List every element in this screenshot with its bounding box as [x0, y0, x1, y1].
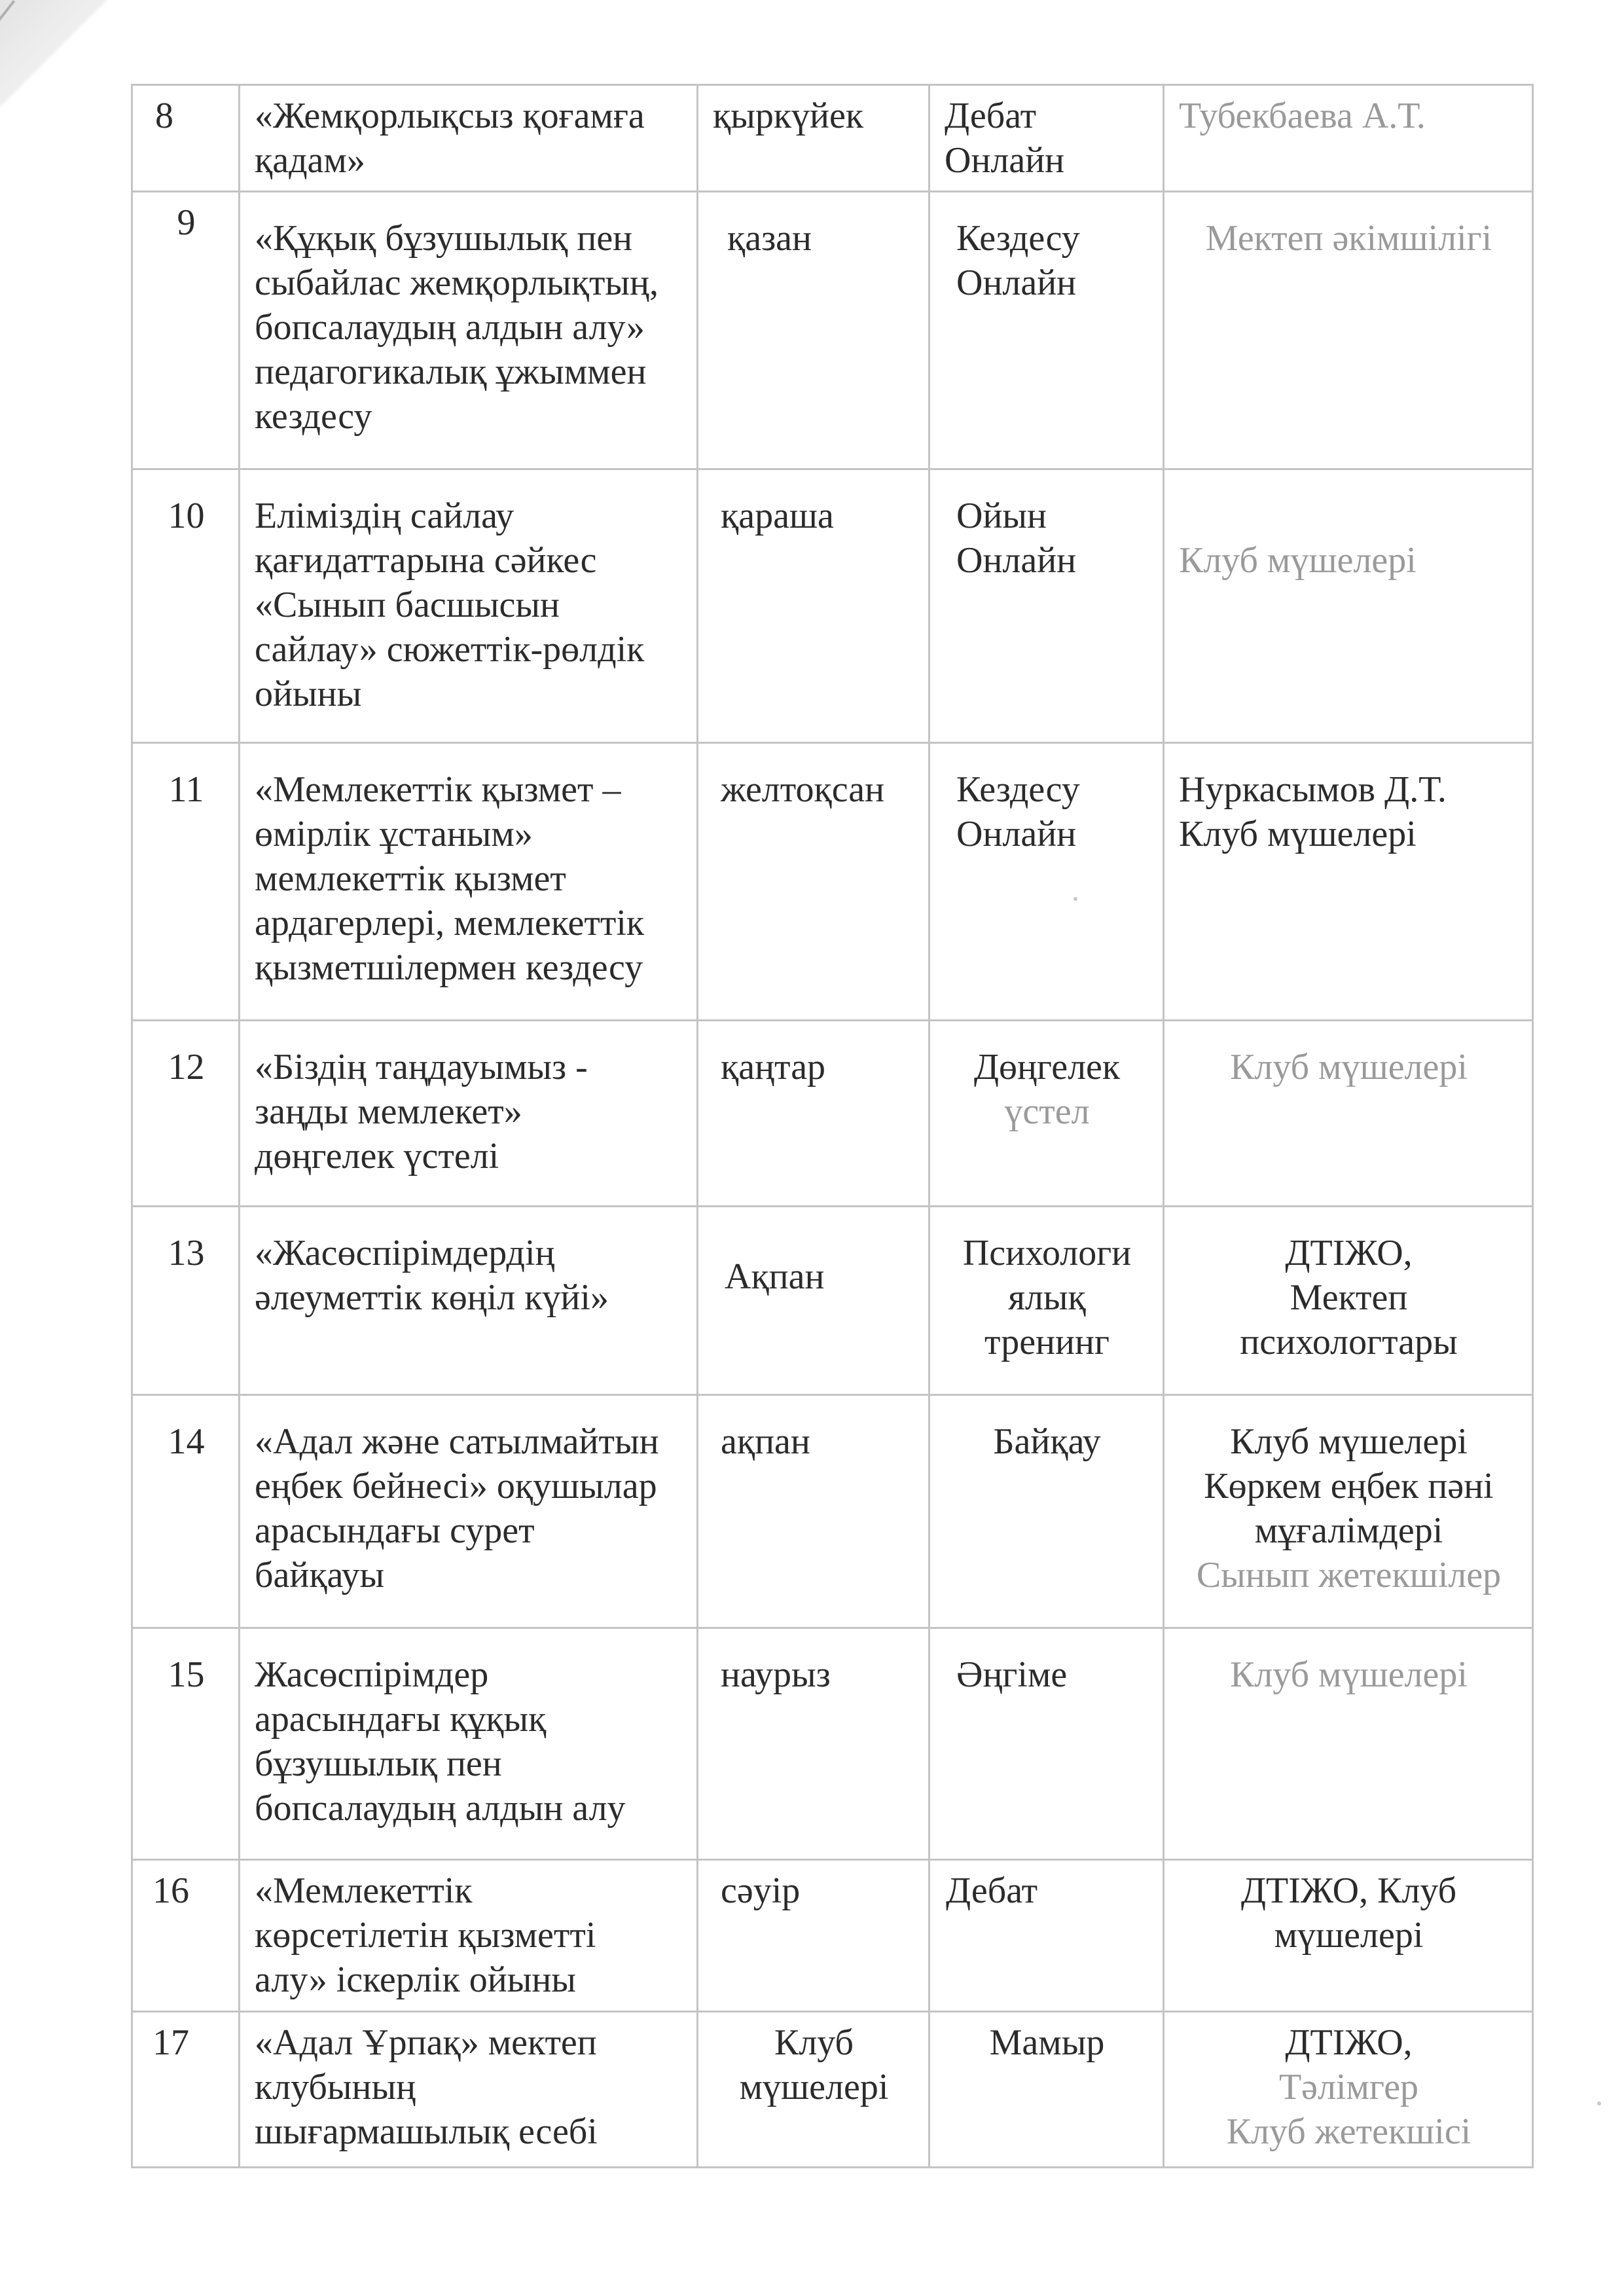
scan-speck: [1074, 897, 1077, 901]
row-number: 14: [168, 1421, 205, 1462]
event-form-line: Байқау: [993, 1421, 1101, 1462]
event-line: еңбек бейнесі» оқушылар: [255, 1466, 657, 1506]
event-line: ойыны: [255, 674, 362, 714]
responsible-line: Клуб мүшелері: [1179, 540, 1416, 581]
event-form-line: тренинг: [984, 1322, 1110, 1362]
event-line: «Мемлекеттік қызмет –: [255, 769, 621, 810]
responsible-line: ДТІЖО,: [1285, 1233, 1413, 1273]
row-number: 11: [168, 769, 204, 810]
date-cell: [698, 1395, 929, 1628]
event-name-cell: [240, 469, 698, 743]
event-date-line: мүшелері: [739, 2067, 889, 2107]
event-date: наурыз: [721, 1654, 831, 1695]
row-number: 13: [168, 1233, 205, 1273]
responsible-cell: [1164, 192, 1533, 469]
event-line: «Сынып басшысын: [255, 585, 560, 625]
event-name-cell: [240, 1021, 698, 1207]
row-number: 12: [168, 1047, 205, 1087]
table-row: [132, 1628, 1533, 1860]
event-form-line: Онлайн: [945, 140, 1065, 181]
event-form-line: Дебат: [945, 96, 1037, 136]
responsible-cell: [1164, 743, 1533, 1021]
row-number-cell: [132, 1395, 240, 1628]
responsible-cell: [1164, 1860, 1533, 2012]
event-name-cell: [240, 2012, 698, 2168]
responsible-line: психологтары: [1240, 1322, 1458, 1362]
event-line: мемлекеттік қызмет: [255, 858, 566, 899]
event-line: қағидаттарына сәйкес: [255, 540, 597, 581]
event-line: қызметшілермен кездесу: [255, 947, 643, 988]
event-line: арасындағы сурет: [255, 1510, 535, 1551]
event-date: қаңтар: [721, 1047, 826, 1087]
event-line: байқауы: [255, 1555, 385, 1595]
event-line: өмірлік ұстаным»: [255, 814, 533, 854]
responsible-line: мүшелері: [1274, 1915, 1424, 1956]
date-cell: [698, 2012, 929, 2168]
row-number-cell: [132, 1628, 240, 1860]
event-form-line: үстел: [1004, 1091, 1090, 1132]
responsible-line: Нуркасымов Д.Т.: [1179, 769, 1447, 810]
event-line: бұзушылық пен: [255, 1743, 502, 1784]
event-line: дөңгелек үстелі: [255, 1136, 499, 1176]
event-line: педагогикалық ұжыммен: [255, 352, 647, 392]
event-name-cell: [240, 1628, 698, 1860]
row-number: 10: [168, 496, 205, 536]
event-date-line: Клуб: [774, 2022, 854, 2063]
events-plan-table: [131, 84, 1534, 2168]
event-line: «Адал және сатылмайтын: [255, 1421, 659, 1462]
table-row: [132, 85, 1533, 192]
row-number-cell: [132, 2012, 240, 2168]
responsible-line: Клуб мүшелері: [1230, 1654, 1468, 1695]
event-name-cell: [240, 1860, 698, 2012]
event-form-line: Дебат: [946, 1870, 1038, 1911]
row-number-cell: [132, 85, 240, 192]
event-line: «Адал Ұрпақ» мектеп: [255, 2022, 597, 2063]
responsible-line: Мектеп: [1290, 1277, 1408, 1318]
date-cell: [698, 743, 929, 1021]
event-form-line: Әңгіме: [956, 1654, 1068, 1695]
event-line: ардагерлері, мемлекеттік: [255, 903, 645, 943]
event-form-line: Кездесу: [956, 769, 1080, 810]
event-line: бопсалаудың алдын алу: [255, 1788, 626, 1829]
form-cell: [929, 1207, 1164, 1395]
event-line: сайлау» сюжеттік-рөлдік: [255, 629, 645, 670]
responsible-line: ДТІЖО,: [1285, 2022, 1413, 2063]
date-cell: [698, 1207, 929, 1395]
event-line: әлеуметтік көңіл күйі»: [255, 1277, 609, 1318]
form-cell: [929, 469, 1164, 743]
event-form-line: Кездесу: [956, 218, 1080, 259]
event-date: ақпан: [721, 1421, 810, 1462]
responsible-cell: [1164, 85, 1533, 192]
row-number: 8: [155, 96, 173, 136]
event-date: желтоқсан: [721, 769, 885, 810]
row-number-cell: [132, 1207, 240, 1395]
event-date: қыркүйек: [713, 96, 864, 136]
responsible-cell: [1164, 1207, 1533, 1395]
responsible-line: Тәлімгер: [1278, 2067, 1419, 2107]
table-row: [132, 1207, 1533, 1395]
row-number: 17: [153, 2022, 189, 2063]
row-number-cell: [132, 743, 240, 1021]
event-line: «Мемлекеттік: [255, 1870, 473, 1911]
date-cell: [698, 469, 929, 743]
form-cell: [929, 743, 1164, 1021]
event-line: бопсалаудың алдын алу»: [255, 307, 645, 348]
row-number-cell: [132, 192, 240, 469]
table-row: [132, 1395, 1533, 1628]
responsible-line: Мектеп әкімшілігі: [1205, 218, 1492, 259]
form-cell: [929, 85, 1164, 192]
event-line: Еліміздің сайлау: [255, 496, 514, 536]
responsible-cell: [1164, 1395, 1533, 1628]
event-line: сыбайлас жемқорлықтың,: [255, 263, 659, 303]
event-line: шығармашылық есебі: [255, 2111, 598, 2152]
event-date: сәуір: [721, 1870, 801, 1911]
responsible-line: Клуб мүшелері: [1179, 814, 1416, 854]
table-row: [132, 469, 1533, 743]
date-cell: [698, 1628, 929, 1860]
responsible-line: Сынып жетекшілер: [1196, 1555, 1502, 1595]
row-number-cell: [132, 1021, 240, 1207]
date-cell: [698, 192, 929, 469]
event-form-line: Ойын: [956, 496, 1047, 536]
event-line: кездесу: [255, 396, 372, 437]
event-line: қадам»: [255, 140, 365, 181]
event-name-cell: [240, 85, 698, 192]
responsible-line: мұғалімдері: [1254, 1510, 1443, 1551]
event-line: клубының: [255, 2067, 416, 2107]
event-date: Ақпан: [725, 1256, 825, 1297]
event-line: заңды мемлекет»: [255, 1091, 522, 1132]
page-corner-fold: [0, 0, 118, 157]
table-row: [132, 2012, 1533, 2168]
table-row: [132, 192, 1533, 469]
event-name-cell: [240, 1207, 698, 1395]
form-cell: [929, 1021, 1164, 1207]
responsible-line: Көркем еңбек пәні: [1204, 1466, 1494, 1506]
row-number: 16: [153, 1870, 189, 1911]
responsible-cell: [1164, 2012, 1533, 2168]
event-form-line: Онлайн: [956, 263, 1077, 303]
form-cell: [929, 1628, 1164, 1860]
form-cell: [929, 1860, 1164, 2012]
row-number: 9: [177, 202, 196, 243]
table-row: [132, 743, 1533, 1021]
date-cell: [698, 1860, 929, 2012]
row-number-cell: [132, 469, 240, 743]
form-cell: [929, 2012, 1164, 2168]
table-row: [132, 1021, 1533, 1207]
event-form-line: Онлайн: [956, 540, 1077, 581]
event-name-cell: [240, 743, 698, 1021]
event-line: Жасөспірімдер: [255, 1654, 489, 1695]
date-cell: [698, 85, 929, 192]
responsible-cell: [1164, 469, 1533, 743]
event-form-line: ялық: [1008, 1277, 1086, 1318]
event-line: «Жемқорлықсыз қоғамға: [255, 96, 645, 136]
event-line: «Құқық бұзушылық пен: [255, 218, 633, 259]
event-form-line: Дөңгелек: [973, 1047, 1121, 1087]
event-name-cell: [240, 192, 698, 469]
table-row: [132, 1860, 1533, 2012]
event-line: алу» іскерлік ойыны: [255, 1959, 576, 2000]
responsible-line: Клуб жетекшісі: [1226, 2111, 1471, 2152]
form-cell: [929, 1395, 1164, 1628]
event-line: арасындағы құқық: [255, 1699, 547, 1740]
responsible-line: Тубекбаева А.Т.: [1179, 96, 1426, 136]
event-form-line: Психологи: [962, 1233, 1132, 1273]
row-number: 15: [168, 1654, 205, 1695]
event-name-cell: [240, 1395, 698, 1628]
event-line: көрсетілетін қызметті: [255, 1915, 596, 1956]
responsible-line: ДТІЖО, Клуб: [1240, 1870, 1457, 1911]
responsible-cell: [1164, 1021, 1533, 1207]
row-number-cell: [132, 1860, 240, 2012]
responsible-line: Клуб мүшелері: [1230, 1421, 1468, 1462]
event-form-line: Онлайн: [956, 814, 1077, 854]
event-date: қазан: [727, 218, 812, 259]
event-date: қараша: [721, 496, 834, 536]
date-cell: [698, 1021, 929, 1207]
event-form-line: Мамыр: [989, 2022, 1105, 2063]
responsible-cell: [1164, 1628, 1533, 1860]
form-cell: [929, 192, 1164, 469]
event-line: «Жасөспірімдердің: [255, 1233, 555, 1273]
responsible-line: Клуб мүшелері: [1230, 1047, 1468, 1087]
event-line: «Біздің таңдауымыз -: [255, 1047, 588, 1087]
scan-speck: [1597, 2102, 1601, 2105]
